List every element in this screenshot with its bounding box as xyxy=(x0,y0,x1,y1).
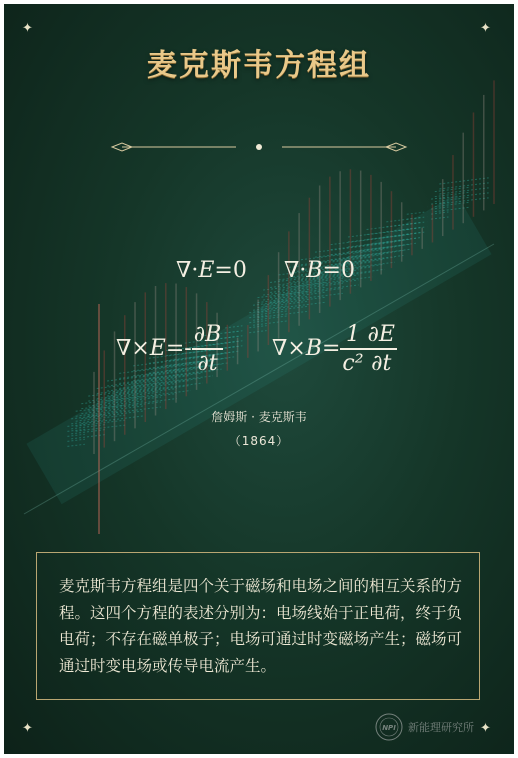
ornamental-divider xyxy=(4,137,514,157)
publisher-logo xyxy=(374,712,474,742)
npi-badge-icon xyxy=(374,712,404,742)
description-text: 麦克斯韦方程组是四个关于磁场和电场之间的相互关系的方程。这四个方程的表述分别为：电场线始于正电荷，终于负电荷；不存在磁单极子；电场可通过时变磁场产生；磁场可通过时变电场或传导电流产生。 xyxy=(59,577,463,675)
author-name: 詹姆斯 · 麦克斯韦 xyxy=(211,410,307,424)
npi-badge-text: NPI xyxy=(382,724,396,732)
star-icon-top-right: ✦ xyxy=(480,21,491,36)
poster-title: 麦克斯韦方程组 xyxy=(147,48,371,83)
gauss-law-magnetic: ∇·B=0 xyxy=(284,258,355,283)
publisher-name: 新能理研究所 xyxy=(408,721,474,734)
description-box xyxy=(36,552,480,700)
gauss-law-electric: ∇·E=0 xyxy=(176,258,247,283)
star-icon-bottom-right: ✦ xyxy=(480,721,491,736)
light-speed-fraction: $\frac{1}{\text{c²}}$ xyxy=(342,322,364,376)
faraday-law: ∇×E=- $\frac{\partial B}{\partial t}$ xyxy=(116,322,222,376)
poster xyxy=(4,4,514,754)
magnetic-field-line xyxy=(439,178,488,184)
publication-year: （1864） xyxy=(228,434,290,448)
star-icon-bottom-left: ✦ xyxy=(22,721,33,736)
time-derivative-fraction: $\frac{\partial E}{\partial t}$ xyxy=(367,322,395,376)
ampere-maxwell-law: ∇×B= $\frac{1}{\text{c²}}$ $\frac{\partial E}{\partial t}$ xyxy=(272,322,395,376)
star-icon-top-left: ✦ xyxy=(22,21,33,36)
faraday-fraction: $\frac{\partial B}{\partial t}$ xyxy=(193,322,222,376)
